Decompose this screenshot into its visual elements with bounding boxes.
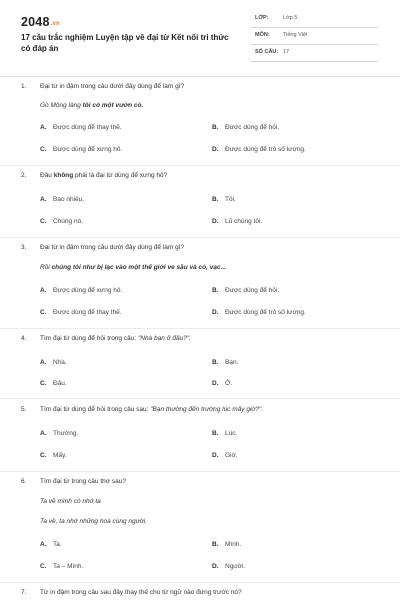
question-3-option-c[interactable]: C. Được dùng để thay thế. — [40, 309, 122, 316]
question-1-option-d[interactable]: D. Được dùng để trỏ số lượng. — [212, 146, 306, 153]
question-2-option-d[interactable]: D. Lũ chúng tôi. — [212, 218, 263, 225]
meta-subject — [251, 28, 378, 45]
question-5-option-c[interactable]: C. Mấy. — [40, 452, 67, 459]
meta-subject-value: Tiếng Việt — [283, 32, 308, 38]
question-4-option-b[interactable]: B. Bạn. — [212, 359, 239, 366]
question-4-option-d[interactable]: D. Ở. — [212, 380, 233, 387]
question-3-text: 3. Đại từ in đậm trong câu dưới đây dùng để làm gì? — [21, 244, 185, 251]
question-divider — [0, 165, 400, 166]
question-3-quote: Rồi chúng tôi như bị lạc vào một thế giới ve sầu và cỏ, vạc... — [40, 264, 226, 271]
question-3-option-b[interactable]: B. Được dùng để hỏi. — [212, 287, 280, 294]
question-3-option-d[interactable]: D. Được dùng để trỏ số lượng. — [212, 309, 306, 316]
question-6-option-c[interactable]: C. Ta – Mình. — [40, 563, 84, 570]
question-4-option-c[interactable]: C. Đâu. — [40, 380, 67, 387]
meta-class-value: Lớp 5 — [283, 15, 298, 21]
question-5-text: 5. Tìm đại từ dùng để hỏi trong câu sau: "Bạn thường đến trường lúc mấy giờ?". — [21, 406, 264, 413]
meta-count-label: SỐ CÂU: — [255, 49, 279, 55]
question-6-text: 6. Tìm đại từ trong câu thơ sau? — [21, 478, 126, 485]
meta-class-label: LỚP: — [255, 15, 269, 21]
question-6-poem-line-1: Ta về mình có nhớ ta — [40, 498, 101, 505]
meta-subject-label: MÔN: — [255, 32, 270, 38]
meta-count — [251, 45, 378, 62]
page-header — [0, 0, 400, 78]
meta-class — [251, 11, 378, 28]
question-1-option-b[interactable]: B. Được dùng để hỏi. — [212, 124, 280, 131]
page-title: 17 câu trắc nghiệm Luyện tập về đại từ Kết nối tri thức có đáp án — [21, 33, 229, 53]
question-5-option-d[interactable]: D. Giờ. — [212, 452, 238, 459]
question-divider — [0, 471, 400, 472]
question-3-option-a[interactable]: A. Được dùng để xưng hô. — [40, 287, 123, 294]
question-7-text: 7. Từ in đậm trong câu sau đây thay thế cho từ ngữ nào đứng trước nó? — [21, 589, 242, 596]
question-1-quote: Gò Mộng làng tôi có một vườn cò. — [40, 102, 144, 109]
question-4-text: 4. Tìm đại từ dùng để hỏi trong câu: "Nhà bạn ở đâu?". — [21, 335, 191, 342]
question-2-option-a[interactable]: A. Bao nhiêu. — [40, 196, 85, 203]
question-divider — [0, 582, 400, 583]
question-1-text: 1. Đại từ in đậm trong câu dưới đây dùng để làm gì? — [21, 83, 185, 90]
question-6-option-d[interactable]: D. Người. — [212, 563, 246, 570]
question-6-option-a[interactable]: A. Ta. — [40, 541, 62, 548]
site-logo[interactable]: 2048.vn — [21, 15, 60, 29]
question-2-text: 2. Đâu không phải là đại từ dùng để xưng hô? — [21, 172, 168, 179]
question-5-option-a[interactable]: A. Thường. — [40, 430, 79, 437]
question-4-option-a[interactable]: A. Nhà. — [40, 359, 67, 366]
question-1-option-a[interactable]: A. Được dùng để thay thế. — [40, 124, 122, 131]
question-divider — [0, 328, 400, 329]
question-divider — [0, 398, 400, 399]
question-2-option-c[interactable]: C. Chúng nó. — [40, 218, 83, 225]
question-6-option-b[interactable]: B. Mình. — [212, 541, 242, 548]
question-1-option-c[interactable]: C. Được dùng để xưng hô. — [40, 146, 123, 153]
question-2-option-b[interactable]: B. Tôi. — [212, 196, 236, 203]
question-5-option-b[interactable]: B. Lúc. — [212, 430, 238, 437]
question-divider — [0, 237, 400, 238]
header-divider — [0, 76, 400, 77]
question-6-poem-line-2: Ta về, ta nhớ những hoa cùng người. — [40, 518, 147, 525]
meta-count-value: 17 — [283, 49, 290, 55]
